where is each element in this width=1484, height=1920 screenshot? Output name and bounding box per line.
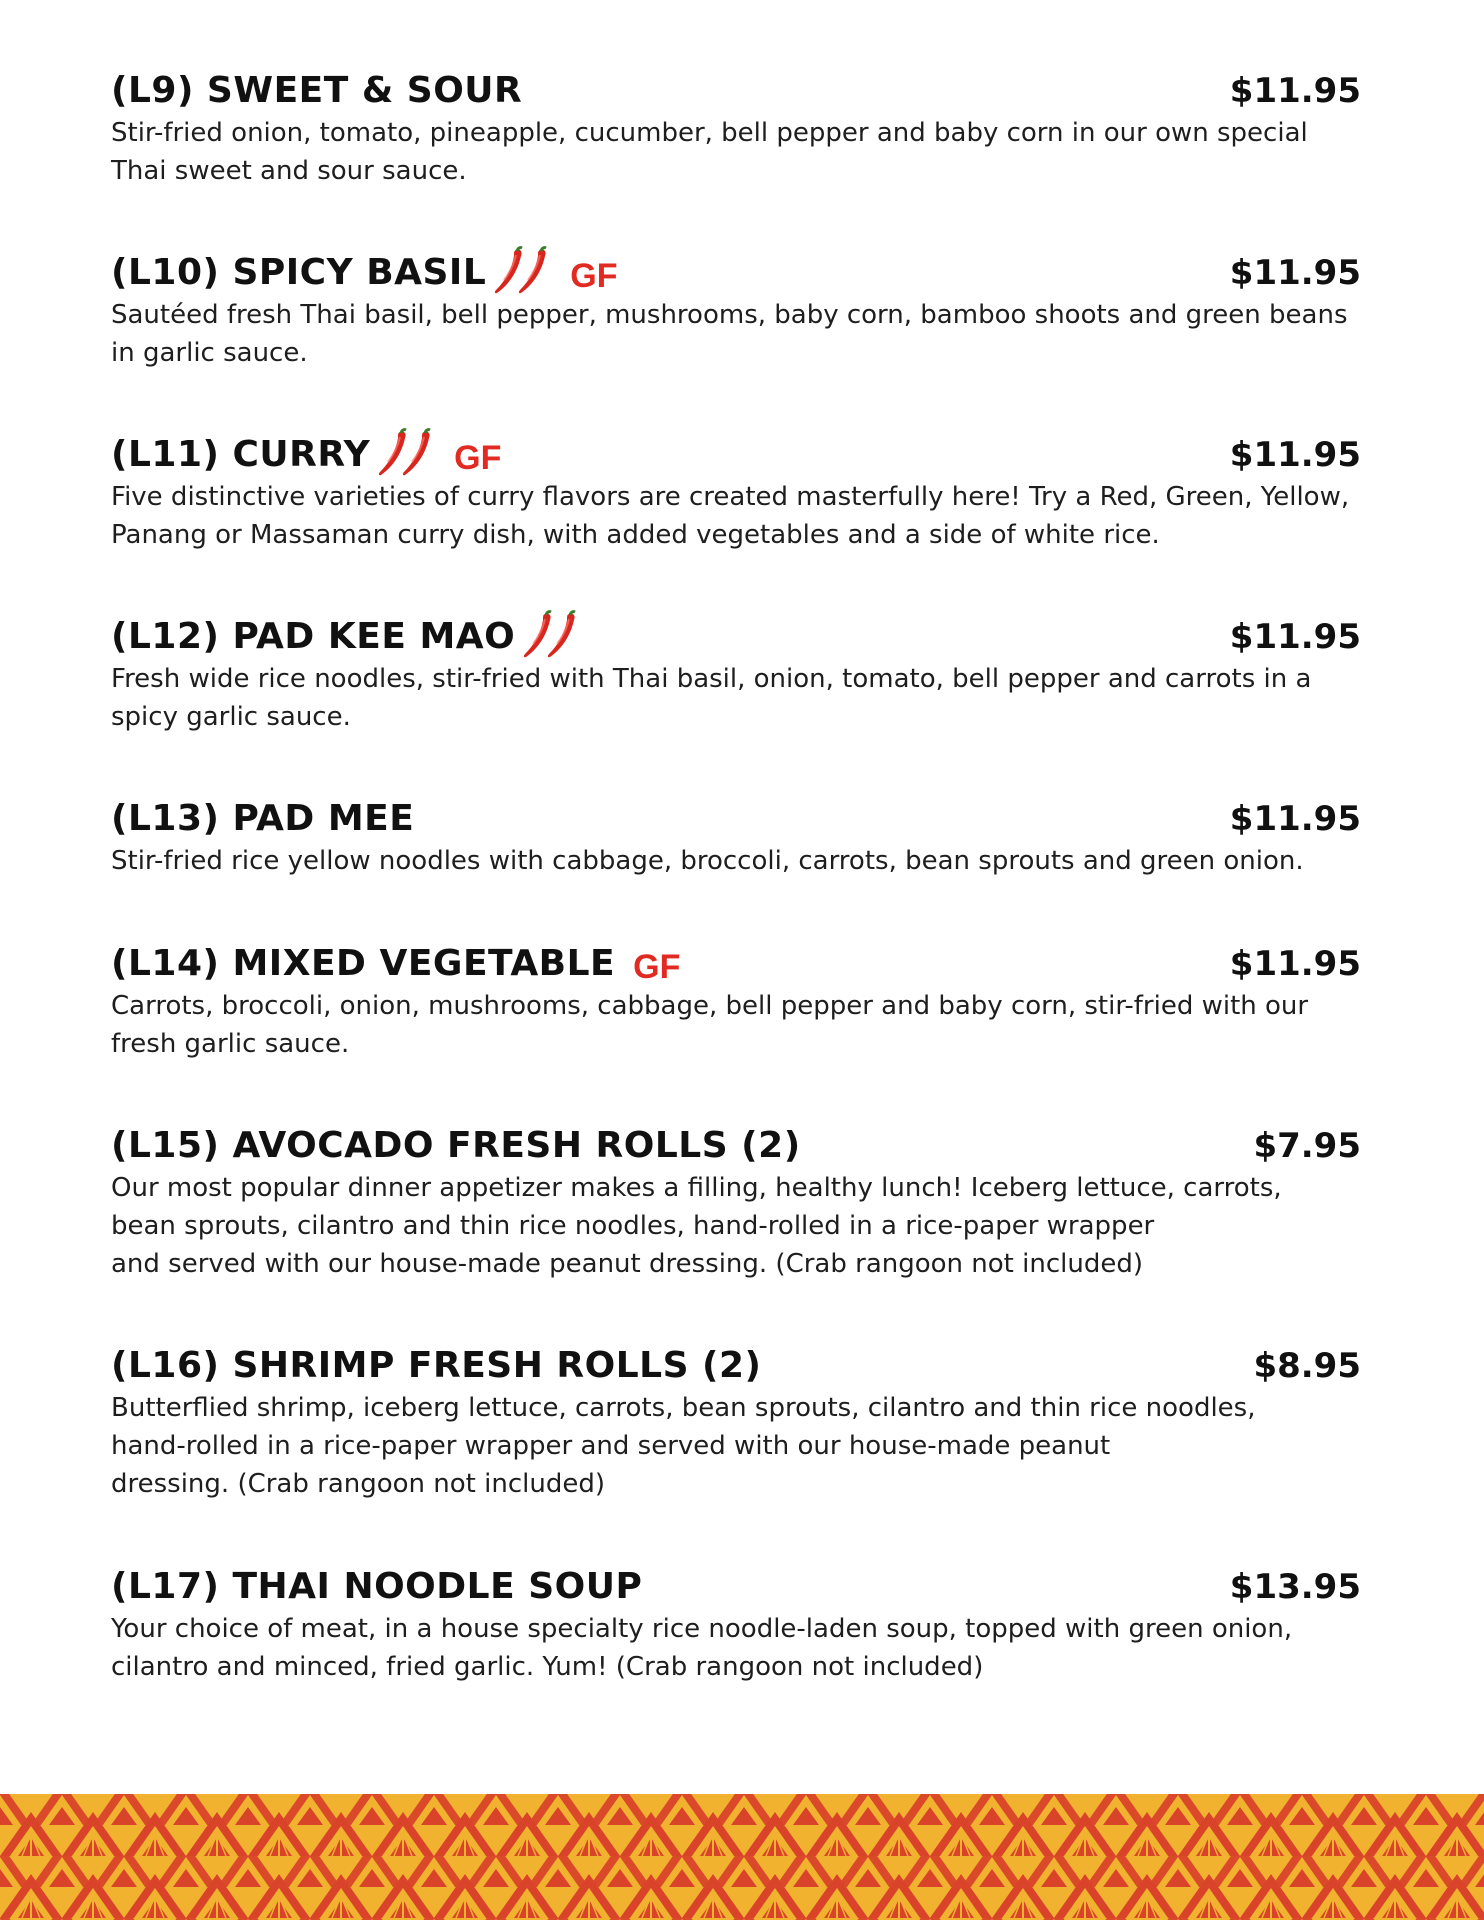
chili-pepper-icon xyxy=(494,250,552,296)
menu-item xyxy=(111,250,1361,372)
chili-pepper-icon xyxy=(523,614,581,660)
menu-item-description: Stir-fried onion, tomato, pineapple, cucumber, bell pepper and baby corn in our own special Thai sweet and sour sauce. xyxy=(111,118,1308,186)
menu-item xyxy=(111,432,1361,554)
menu-item xyxy=(111,68,1361,190)
menu-item-title xyxy=(111,614,581,660)
menu-item-title xyxy=(111,1123,801,1169)
menu-item-price: $11.95 xyxy=(1229,71,1361,111)
menu-item xyxy=(111,1343,1361,1503)
menu-item-description: Our most popular dinner appetizer makes a filling, healthy lunch! Iceberg lettuce, carrots, bean sprouts, cilantro and thin rice noodles, hand-rolled in a rice-paper wrapper and served with our house-made peanut dressing. (Crab rangoon not included) xyxy=(111,1173,1282,1279)
menu-item-name: (L14) MIXED VEGETABLE xyxy=(111,943,616,984)
menu-item xyxy=(111,941,1361,1063)
menu-item-description: Butterflied shrimp, iceberg lettuce, carrots, bean sprouts, cilantro and thin rice noodles, hand-rolled in a rice-paper wrapper and served with our house-made peanut dressing. (Crab rangoon not included) xyxy=(111,1393,1256,1499)
menu-item-price: $11.95 xyxy=(1229,944,1361,984)
menu-item-name: (L12) PAD KEE MAO xyxy=(111,616,516,657)
menu-item-price: $11.95 xyxy=(1229,617,1361,657)
menu-item-header xyxy=(111,1564,1361,1610)
menu-item-description: Stir-fried rice yellow noodles with cabbage, broccoli, carrots, bean sprouts and green onion. xyxy=(111,846,1304,876)
menu-item-name: (L15) AVOCADO FRESH ROLLS (2) xyxy=(111,1125,801,1166)
menu-item-name: (L13) PAD MEE xyxy=(111,798,415,839)
gluten-free-badge: GF xyxy=(454,439,502,477)
menu-item xyxy=(111,614,1361,736)
menu-item-title xyxy=(111,1564,642,1610)
menu-item-price: $13.95 xyxy=(1229,1567,1361,1607)
menu-item-header xyxy=(111,250,1361,296)
menu-item-description: Your choice of meat, in a house specialty rice noodle-laden soup, topped with green onion, cilantro and minced, fried garlic. Yum! (Crab rangoon not included) xyxy=(111,1614,1293,1682)
gluten-free-badge: GF xyxy=(570,257,618,295)
chili-pepper-icon xyxy=(378,432,436,478)
menu-item-title xyxy=(111,250,618,296)
menu-item-description: Carrots, broccoli, onion, mushrooms, cabbage, bell pepper and baby corn, stir-fried with our fresh garlic sauce. xyxy=(111,991,1309,1059)
menu-item-title xyxy=(111,796,414,842)
menu-item-title xyxy=(111,1343,762,1389)
menu-item-price: $7.95 xyxy=(1253,1126,1361,1166)
menu-item-name: (L10) SPICY BASIL xyxy=(111,252,487,293)
menu-item-description: Sautéed fresh Thai basil, bell pepper, mushrooms, baby corn, bamboo shoots and green beans in garlic sauce. xyxy=(111,300,1348,368)
menu-item-price: $11.95 xyxy=(1229,253,1361,293)
menu-item-header xyxy=(111,796,1361,842)
menu-item-description: Five distinctive varieties of curry flavors are created masterfully here! Try a Red, Green, Yellow, Panang or Massaman curry dish, with added vegetables and a side of white rice. xyxy=(111,482,1350,550)
menu-item-title xyxy=(111,941,680,987)
menu-item-name: (L11) CURRY xyxy=(111,434,371,475)
menu-item-description: Fresh wide rice noodles, stir-fried with Thai basil, onion, tomato, bell pepper and carrots in a spicy garlic sauce. xyxy=(111,664,1312,732)
menu-item-header xyxy=(111,68,1361,114)
menu-item-header xyxy=(111,432,1361,478)
menu-item-header xyxy=(111,941,1361,987)
menu-item-price: $11.95 xyxy=(1229,435,1361,475)
menu-item-title xyxy=(111,432,501,478)
menu-item-price: $8.95 xyxy=(1253,1346,1361,1386)
menu-item-name: (L9) SWEET & SOUR xyxy=(111,70,523,111)
menu-item-name: (L16) SHRIMP FRESH ROLLS (2) xyxy=(111,1345,762,1386)
menu-item-header xyxy=(111,1123,1361,1169)
menu-item-name: (L17) THAI NOODLE SOUP xyxy=(111,1566,643,1607)
menu-item xyxy=(111,1123,1361,1283)
menu-item xyxy=(111,1564,1361,1686)
menu-item-price: $11.95 xyxy=(1229,799,1361,839)
menu-item-title xyxy=(111,68,522,114)
menu-item xyxy=(111,796,1361,880)
decorative-thai-pattern xyxy=(0,1794,1484,1920)
menu-item-header xyxy=(111,614,1361,660)
gluten-free-badge: GF xyxy=(633,948,681,986)
menu-item-header xyxy=(111,1343,1361,1389)
